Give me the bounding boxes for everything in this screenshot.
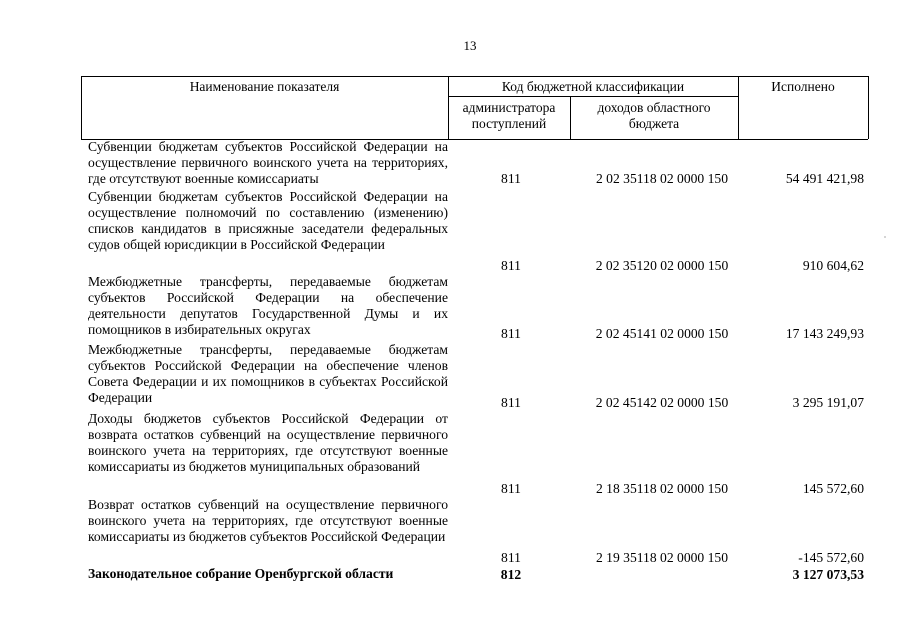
row-name: Законодательное собрание Оренбургской области xyxy=(88,566,394,581)
row-name: Межбюджетные трансферты, передаваемые бюджетам субъектов Российской Федерации на обеспечение деятельности депутатов Государственной Думы и их помощников в избирательных округах xyxy=(88,274,448,337)
row-amount: 3 127 073,53 xyxy=(792,567,864,582)
col-right-border xyxy=(868,76,869,139)
table-row xyxy=(81,342,868,411)
header-executed: Исполнено xyxy=(771,79,835,94)
table-row xyxy=(81,497,868,566)
row-admin-code: 811 xyxy=(501,258,521,273)
row-name: Межбюджетные трансферты, передаваемые бюджетам субъектов Российской Федерации на обеспечение членов Совета Федерации и их помощников в субъектах Российской Федерации xyxy=(88,342,448,405)
row-amount: 910 604,62 xyxy=(802,258,864,273)
table-row xyxy=(81,411,868,497)
row-amount: 54 491 421,98 xyxy=(785,171,864,186)
row-amount: 17 143 249,93 xyxy=(785,326,864,341)
row-name: Субвенции бюджетам субъектов Российской Федерации на осуществление первичного воинского учета на территориях, где отсутствуют военные комиссариаты xyxy=(88,139,448,186)
row-amount: -145 572,60 xyxy=(798,550,864,565)
scan-artifact xyxy=(884,236,886,238)
col-divider-code xyxy=(570,96,571,139)
row-admin-code: 811 xyxy=(501,481,521,496)
row-name: Доходы бюджетов субъектов Российской Федерации от возврата остатков субвенций на осуществление первичного воинского учета на территориях, где отсутствуют военные комиссариаты из бюджетов муниципальных образований xyxy=(88,411,448,474)
row-amount: 145 572,60 xyxy=(802,481,864,496)
page-number: 13 xyxy=(463,38,477,53)
row-admin-code: 812 xyxy=(500,567,522,582)
table-row xyxy=(81,139,868,187)
row-name: Субвенции бюджетам субъектов Российской Федерации на осуществление полномочий по составлению (изменению) списков кандидатов в присяжные заседатели федеральных судов общей юрисдикции в Российской Федерации xyxy=(88,189,448,252)
row-budget-code: 2 02 45141 02 0000 150 xyxy=(595,326,729,341)
header-indicator-name: Наименование показателя xyxy=(189,79,340,94)
row-budget-code: 2 02 35118 02 0000 150 xyxy=(595,171,729,186)
header-administrator: администратора поступлений xyxy=(462,100,556,131)
row-admin-code: 811 xyxy=(501,171,521,186)
row-name: Возврат остатков субвенций на осуществление первичного воинского учета на территориях, где отсутствуют военные комиссариаты из бюджетов субъектов Российской Федерации xyxy=(88,497,448,544)
table-row xyxy=(81,189,868,274)
row-budget-code: 2 18 35118 02 0000 150 xyxy=(595,481,729,496)
table-row-total xyxy=(81,566,868,583)
row-budget-code: 2 02 45142 02 0000 150 xyxy=(595,395,729,410)
table-row xyxy=(81,274,868,342)
header-regional-income: доходов областного бюджета xyxy=(597,100,711,131)
row-amount: 3 295 191,07 xyxy=(792,395,864,410)
row-budget-code: 2 02 35120 02 0000 150 xyxy=(595,258,729,273)
row-admin-code: 811 xyxy=(501,550,521,565)
row-admin-code: 811 xyxy=(501,395,521,410)
row-budget-code: 2 19 35118 02 0000 150 xyxy=(595,550,729,565)
row-admin-code: 811 xyxy=(501,326,521,341)
table-top-border xyxy=(81,76,868,77)
subheader-divider xyxy=(448,96,738,97)
header-budget-code: Код бюджетной классификации xyxy=(501,79,685,94)
